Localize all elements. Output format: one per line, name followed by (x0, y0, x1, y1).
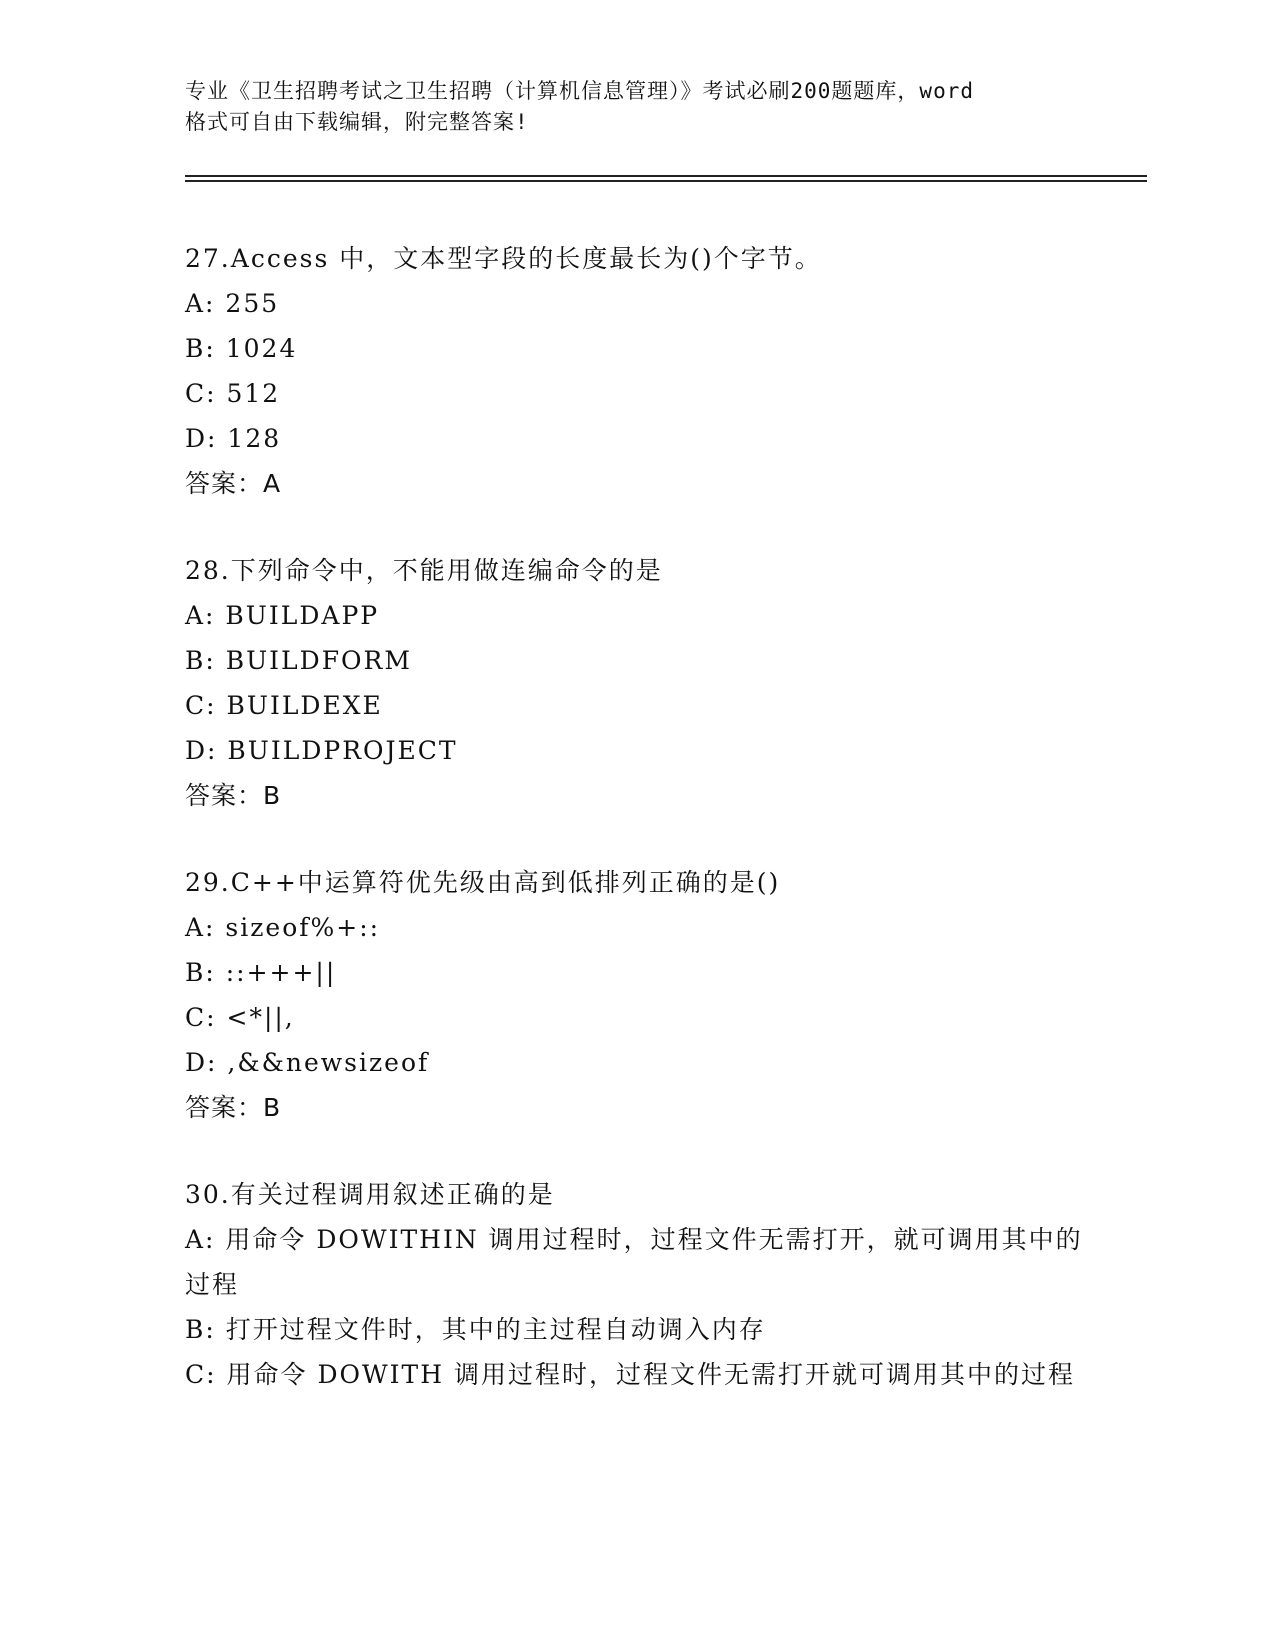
header-line-2: 格式可自由下载编辑，附完整答案! (185, 110, 529, 134)
question-stem: 30.有关过程调用叙述正确的是 (185, 1180, 555, 1209)
answer-label: 答案：B (185, 781, 282, 810)
question-29 (185, 860, 1085, 1130)
header-line-1: 专业《卫生招聘考试之卫生招聘（计算机信息管理）》考试必刷200题题库，word (185, 79, 974, 103)
option-d: D: ,&&newsizeof (185, 1048, 430, 1077)
question-30 (185, 1172, 1085, 1397)
question-list (185, 236, 1085, 1439)
question-28 (185, 548, 1085, 818)
answer-label: 答案：A (185, 469, 282, 498)
option-a: A: BUILDAPP (185, 601, 380, 630)
option-c: C: <*||, (185, 1003, 295, 1032)
document-header (185, 76, 1085, 138)
option-b: B: 打开过程文件时，其中的主过程自动调入内存 (185, 1315, 766, 1344)
option-d: D: BUILDPROJECT (185, 736, 458, 765)
question-stem: 28.下列命令中，不能用做连编命令的是 (185, 556, 663, 585)
option-b: B: 1024 (185, 334, 298, 363)
option-b: B: ::+++|| (185, 958, 337, 987)
header-divider-bottom (185, 180, 1147, 182)
option-c: C: BUILDEXE (185, 691, 383, 720)
question-stem: 27.Access 中，文本型字段的长度最长为()个字节。 (185, 244, 822, 273)
option-a: A: sizeof%+:: (185, 913, 381, 942)
answer-label: 答案：B (185, 1093, 282, 1122)
question-stem: 29.C++中运算符优先级由高到低排列正确的是() (185, 868, 781, 897)
option-a: A: 255 (185, 289, 280, 318)
header-divider-top (185, 175, 1147, 177)
question-27 (185, 236, 1085, 506)
option-a: A: 用命令 DOWITHIN 调用过程时，过程文件无需打开，就可调用其中的过程 (185, 1225, 1083, 1299)
option-b: B: BUILDFORM (185, 646, 412, 675)
option-d: D: 128 (185, 424, 282, 453)
option-c: C: 512 (185, 379, 281, 408)
option-c: C: 用命令 DOWITH 调用过程时，过程文件无需打开就可调用其中的过程 (185, 1360, 1075, 1389)
